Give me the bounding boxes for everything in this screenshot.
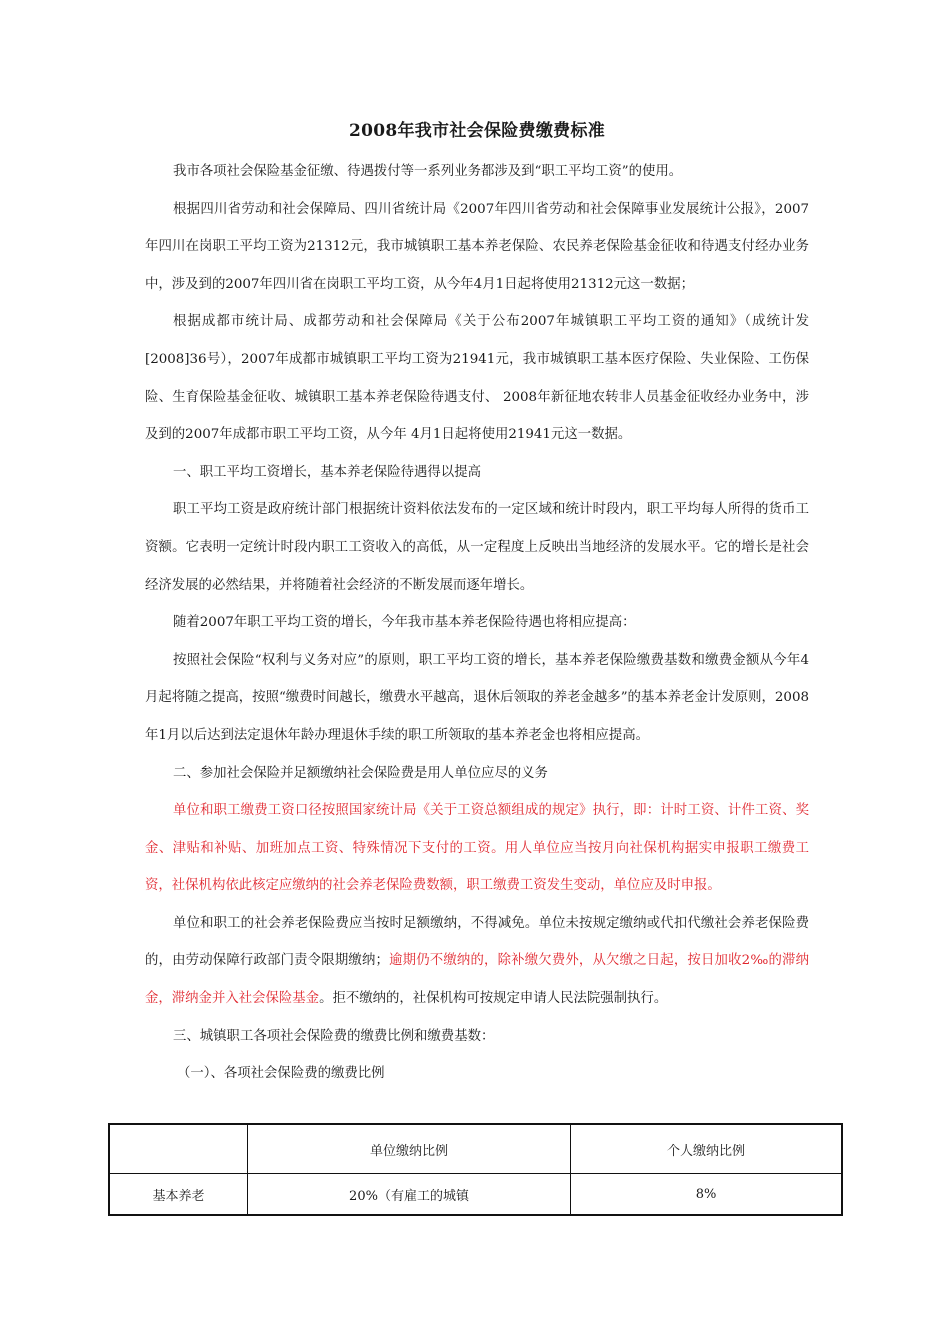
contribution-rate-table	[108, 1123, 843, 1216]
page-title: 2008年我市社会保险费缴费标准	[348, 121, 606, 141]
table-cell: 20%（有雇工的城镇	[248, 1174, 571, 1216]
section-heading-2: 二、参加社会保险并足额缴纳社会保险费是用人单位应尽的义务	[173, 765, 548, 781]
table-header-cell	[109, 1124, 248, 1174]
paragraph-rights-duties: 按照社会保险“权利与义务对应”的原则，职工平均工资的增长，基本养老保险缴费基数和缴费金额从今年4月起将随之提高，按照“缴费时间越长，缴费水平越高，退休后领取的养老金越多”的基本养老金计发原则，2008年1月以后达到法定退休年龄办理退休手续的职工所领取的基本养老金也将相应提高。	[145, 652, 809, 743]
paragraph-pension-increase: 随着2007年职工平均工资的增长，今年我市基本养老保险待遇也将相应提高：	[173, 615, 636, 631]
table-header-row	[109, 1124, 842, 1174]
table-cell: 基本养老	[109, 1174, 248, 1216]
paragraph-sichuan-wage: 根据四川省劳动和社会保障局、四川省统计局《2007年四川省劳动和社会保障事业发展统计公报》，2007年四川在岗职工平均工资为21312元，我市城镇职工基本养老保险、农民养老保险基金征收和待遇支付经办业务中，涉及到的2007年四川省在岗职工平均工资，从今年4月1日起将使用21312元这一数据；	[145, 201, 809, 292]
paragraph-wage-definition: 职工平均工资是政府统计部门根据统计资料依法发布的一定区域和统计时段内，职工平均每人所得的货币工资额。它表明一定统计时段内职工工资收入的高低，从一定程度上反映出当地经济的发展水平。它的增长是社会经济发展的必然结果，并将随着社会经济的不断发展而逐年增长。	[145, 502, 809, 593]
table-cell: 8%	[571, 1174, 843, 1216]
paragraph-chengdu-wage: 根据成都市统计局、成都劳动和社会保障局《关于公布2007年城镇职工平均工资的通知》（成统计发[2008]36号），2007年成都市城镇职工平均工资为21941元，我市城镇职工基本医疗保险、失业保险、工伤保险、生育保险基金征收、城镇职工基本养老保险待遇支付、 2008年新征地农转非人员基金征收经办业务中，涉及到的2007年成都市职工平均工资，从今年 4月1日起将使用21941元这一数据。	[145, 314, 809, 443]
paragraph-late-payment	[145, 905, 809, 1018]
section-heading-1: 一、职工平均工资增长，基本养老保险待遇得以提高	[173, 464, 481, 480]
paragraph-wage-scope-red: 单位和职工缴费工资口径按照国家统计局《关于工资总额组成的规定》执行，即：计时工资、计件工资、奖金、津贴和补贴、加班加点工资、特殊情况下支付的工资。用人单位应当按月向社保机构据实申报职工缴费工资，社保机构依此核定应缴纳的社会养老保险费数额，职工缴费工资发生变动，单位应及时申报。	[145, 803, 809, 894]
subsection-heading-rates: （一）、各项社会保险费的缴费比例	[177, 1066, 385, 1082]
late-payment-text-b: 。拒不缴纳的，社保机构可按规定申请人民法院强制执行。	[319, 991, 668, 1007]
table-row	[109, 1174, 842, 1216]
section-heading-3: 三、城镇职工各项社会保险费的缴费比例和缴费基数：	[173, 1028, 495, 1044]
table-header-cell: 单位缴纳比例	[248, 1124, 571, 1174]
late-payment-text-red: 逾期仍不缴纳的，除补缴欠费外，从欠缴之日起，按日加收2‰的滞纳金，滞纳金并入社会保险基金	[145, 953, 809, 1007]
late-payment-text-a: 单位和职工的社会养老保险费应当按时足额缴纳，不得减免。单位未按规定缴纳或代扣代缴社会养老保险费的，由劳动保障行政部门责令限期缴纳；	[145, 915, 809, 969]
table-header-cell: 个人缴纳比例	[571, 1124, 843, 1174]
document-body	[145, 118, 809, 1093]
paragraph-intro: 我市各项社会保险基金征缴、待遇拨付等一系列业务都涉及到“职工平均工资”的使用。	[173, 164, 683, 179]
